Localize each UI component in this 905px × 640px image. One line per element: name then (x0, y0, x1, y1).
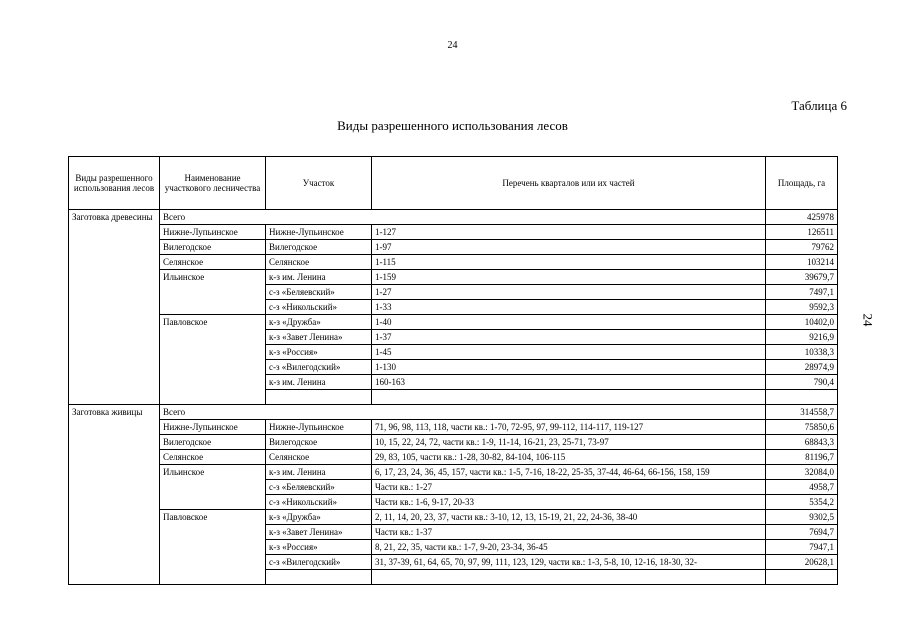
table-cell: к-з «Завет Ленина» (266, 330, 372, 345)
table-row (69, 435, 838, 450)
table-cell: Селянское (266, 255, 372, 270)
table-cell: 10, 15, 22, 24, 72, части кв.: 1-9, 11-14, 16-21, 23, 25-71, 73-97 (372, 435, 766, 450)
table-cell: 1-127 (372, 225, 766, 240)
header-area: Площадь, га (766, 157, 838, 210)
table-row (69, 270, 838, 285)
table-cell: Части кв.: 1-6, 9-17, 20-33 (372, 495, 766, 510)
table-cell: 1-159 (372, 270, 766, 285)
table-cell: 6, 17, 23, 24, 36, 45, 157, части кв.: 1-5, 7-16, 18-22, 25-35, 37-44, 46-64, 66-156, 158, 159 (372, 465, 766, 480)
table-cell: Нижне-Лупьинское (266, 225, 372, 240)
table-cell: Ильинское (160, 465, 266, 510)
table-cell: 314558,7 (766, 405, 838, 420)
table-cell: 1-33 (372, 300, 766, 315)
table-cell: с-з «Никольский» (266, 495, 372, 510)
table-cell: Заготовка древесины (69, 210, 160, 405)
table-cell: 9592,3 (766, 300, 838, 315)
table-cell: Нижне-Лупьинское (160, 225, 266, 240)
table-cell: 1-37 (372, 330, 766, 345)
table-row (69, 315, 838, 330)
table-cell: 1-40 (372, 315, 766, 330)
table-cell: Вилегодское (266, 240, 372, 255)
header-plot: Участок (266, 157, 372, 210)
table-cell: Всего (160, 210, 766, 225)
table-cell: с-з «Беляевский» (266, 285, 372, 300)
header-forestry-name: Наименование участкового лесничества (160, 157, 266, 210)
table-cell: Части кв.: 1-37 (372, 525, 766, 540)
table-cell (266, 570, 372, 585)
table-cell: с-з «Беляевский» (266, 480, 372, 495)
table-cell: Ильинское (160, 270, 266, 315)
page-number-top: 24 (447, 40, 458, 51)
table-cell (766, 390, 838, 405)
table-row (69, 255, 838, 270)
table-cell: 1-27 (372, 285, 766, 300)
table-cell: Нижне-Лупьинское (160, 420, 266, 435)
table-cell: 1-97 (372, 240, 766, 255)
table-cell: к-з им. Ленина (266, 465, 372, 480)
table-cell: 1-130 (372, 360, 766, 375)
table-row (69, 465, 838, 480)
header-row (69, 157, 838, 210)
header-quarters-list: Перечень кварталов или их частей (372, 157, 766, 210)
table-cell: 160-163 (372, 375, 766, 390)
table-cell: 5354,2 (766, 495, 838, 510)
table-cell: Нижне-Лупьинское (266, 420, 372, 435)
table-cell: 103214 (766, 255, 838, 270)
table-cell: Части кв.: 1-27 (372, 480, 766, 495)
table-cell: 31, 37-39, 61, 64, 65, 70, 97, 99, 111, 123, 129, части кв.: 1-3, 5-8, 10, 12-16, 18-30, 32- (372, 555, 766, 570)
table-cell: 32084,0 (766, 465, 838, 480)
table-cell: Вилегодское (266, 435, 372, 450)
table-cell: к-з им. Ленина (266, 270, 372, 285)
table-row (69, 240, 838, 255)
table-cell (766, 570, 838, 585)
table-cell: 81196,7 (766, 450, 838, 465)
table-cell: Павловское (160, 315, 266, 405)
table-cell: к-з «Россия» (266, 540, 372, 555)
table-cell: Селянское (160, 255, 266, 270)
table-cell: с-з «Вилегодский» (266, 555, 372, 570)
table-cell: 29, 83, 105, части кв.: 1-28, 30-82, 84-104, 106-115 (372, 450, 766, 465)
table-cell: 8, 21, 22, 35, части кв.: 1-7, 9-20, 23-34, 36-45 (372, 540, 766, 555)
table-cell: 7497,1 (766, 285, 838, 300)
table-cell: 2, 11, 14, 20, 23, 37, части кв.: 3-10, 12, 13, 15-19, 21, 22, 24-36, 38-40 (372, 510, 766, 525)
table-cell (372, 570, 766, 585)
table-cell: 9216,9 (766, 330, 838, 345)
table-cell: 75850,6 (766, 420, 838, 435)
forest-use-table (68, 156, 838, 585)
table-cell: с-з «Вилегодский» (266, 360, 372, 375)
table-cell: к-з «Дружба» (266, 510, 372, 525)
table-cell: 10402,0 (766, 315, 838, 330)
table-cell: к-з «Дружба» (266, 315, 372, 330)
table-row (69, 210, 838, 225)
table-cell: 20628,1 (766, 555, 838, 570)
table-cell: Селянское (160, 450, 266, 465)
table-cell: 4958,7 (766, 480, 838, 495)
table-cell (372, 390, 766, 405)
table-cell: 1-45 (372, 345, 766, 360)
table-label: Таблица 6 (791, 98, 847, 113)
table-cell: 1-115 (372, 255, 766, 270)
table-cell (266, 390, 372, 405)
table-row (69, 405, 838, 420)
table-cell: 9302,5 (766, 510, 838, 525)
table-cell: 7947,1 (766, 540, 838, 555)
table-cell: 79762 (766, 240, 838, 255)
table-cell: 71, 96, 98, 113, 118, части кв.: 1-70, 72-95, 97, 99-112, 114-117, 119-127 (372, 420, 766, 435)
table-cell: к-з «Завет Ленина» (266, 525, 372, 540)
table-cell: к-з «Россия» (266, 345, 372, 360)
table-cell: Вилегодское (160, 240, 266, 255)
table-row (69, 420, 838, 435)
table-cell: 10338,3 (766, 345, 838, 360)
table-row (69, 225, 838, 240)
table-body (69, 210, 838, 585)
table-row (69, 450, 838, 465)
table-cell: Всего (160, 405, 766, 420)
table-cell: 425978 (766, 210, 838, 225)
table-title: Виды разрешенного использования лесов (337, 118, 568, 133)
table-cell: 7694,7 (766, 525, 838, 540)
table-row (69, 510, 838, 525)
header-use-type: Виды разрешенного использования лесов (69, 157, 160, 210)
side-page-number: 24 (860, 313, 876, 327)
table-cell: 28974,9 (766, 360, 838, 375)
table-cell: 790,4 (766, 375, 838, 390)
table-cell: Селянское (266, 450, 372, 465)
table-cell: с-з «Никольский» (266, 300, 372, 315)
table-cell: Павловское (160, 510, 266, 585)
table-cell: 39679,7 (766, 270, 838, 285)
table-cell: Заготовка живицы (69, 405, 160, 585)
table-cell: Вилегодское (160, 435, 266, 450)
table-cell: 126511 (766, 225, 838, 240)
table-cell: к-з им. Ленина (266, 375, 372, 390)
table-header (69, 157, 838, 210)
table-cell: 68843,3 (766, 435, 838, 450)
